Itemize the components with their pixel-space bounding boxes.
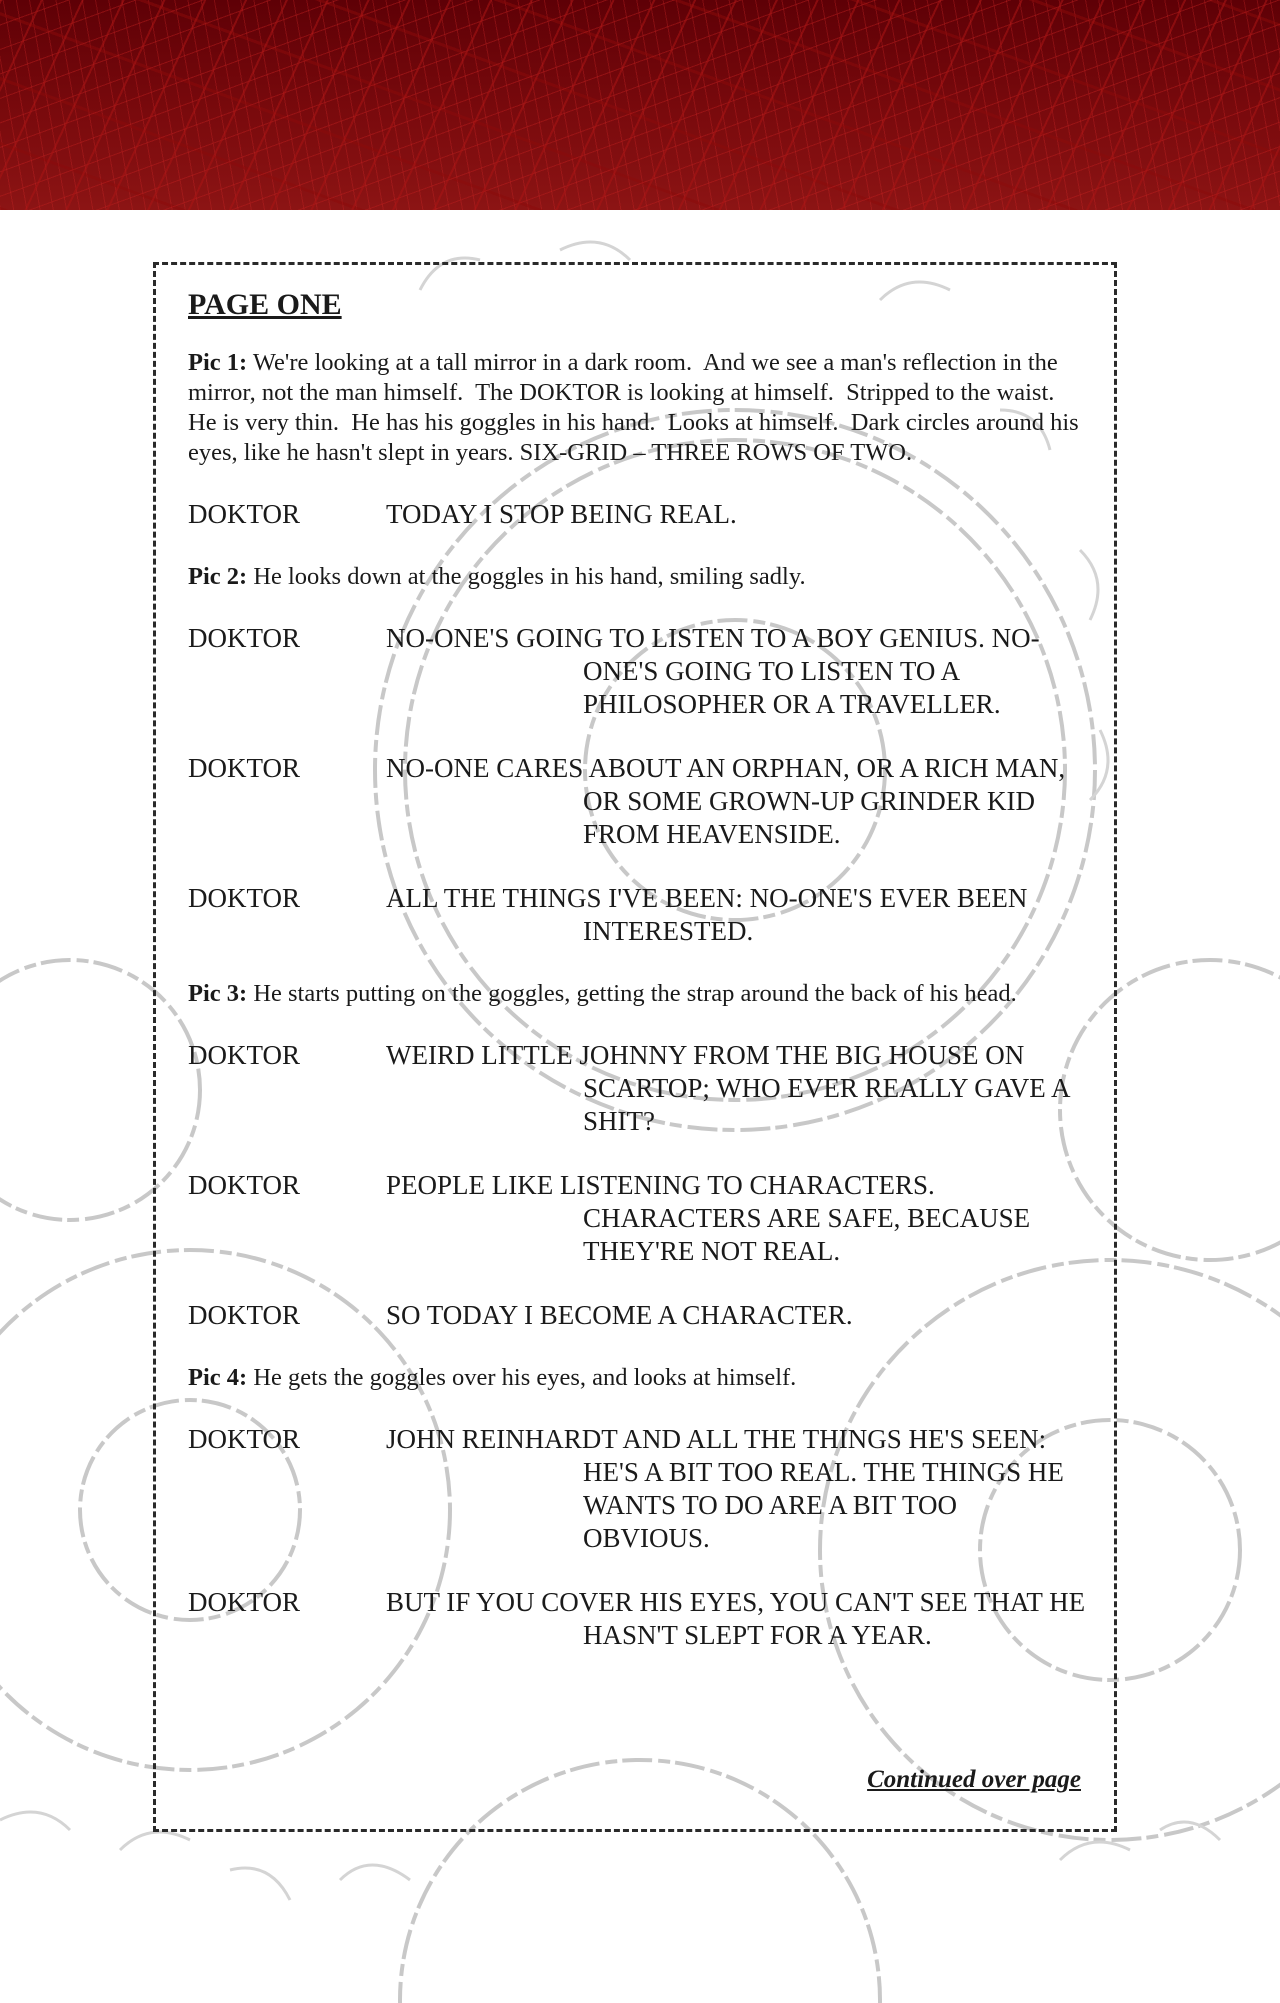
- dialogue-text: SO TODAY I BECOME A CHARACTER.: [386, 1300, 853, 1330]
- panel-label: Pic 2:: [188, 563, 248, 590]
- speaker-name: DOKTOR: [188, 1040, 301, 1070]
- dialogue-text: TODAY I STOP BEING REAL.: [386, 499, 737, 529]
- panel-description: [188, 979, 1088, 1009]
- panel-text: He gets the goggles over his eyes, and looks at himself.: [247, 1364, 797, 1391]
- panel-description: [188, 562, 1088, 592]
- speaker-name: DOKTOR: [188, 499, 301, 529]
- continued-note: Continued over page: [867, 1766, 1081, 1793]
- dialogue-line: [188, 1169, 1088, 1268]
- dialogue-line: [188, 1299, 1088, 1332]
- dialogue-text: NO-ONE'S GOING TO LISTEN TO A BOY GENIUS. NO-ONE'S GOING TO LISTEN TO A PHILOSOPHER OR A TRAVELLER.: [386, 623, 1040, 719]
- dialogue-text: BUT IF YOU COVER HIS EYES, YOU CAN'T SEE THAT HE HASN'T SLEPT FOR A YEAR.: [386, 1587, 1086, 1650]
- speaker-name: DOKTOR: [188, 623, 301, 653]
- dialogue-line: [188, 622, 1088, 721]
- dialogue-text: WEIRD LITTLE JOHNNY FROM THE BIG HOUSE ON SCARTOP; WHO EVER REALLY GAVE A SHIT?: [386, 1040, 1069, 1136]
- page-title: PAGE ONE: [188, 288, 342, 321]
- dialogue-text: NO-ONE CARES ABOUT AN ORPHAN, OR A RICH MAN, OR SOME GROWN-UP GRINDER KID FROM HEAVENSIDE.: [386, 753, 1066, 849]
- panel-text: We're looking at a tall mirror in a dark room. And we see a man's reflection in the mirror, not the man himself. The DOKTOR is looking at himself. Stripped to the waist. He is very thin. He has his goggles in his hand. Looks at himself. Dark circles around his eyes, like he hasn't slept in years. SIX-GRID – THREE ROWS OF TWO.: [188, 349, 1085, 466]
- dialogue-line: [188, 882, 1088, 948]
- panel-text: He looks down at the goggles in his hand, smiling sadly.: [247, 563, 806, 590]
- speaker-name: DOKTOR: [188, 1424, 301, 1454]
- dialogue-text: PEOPLE LIKE LISTENING TO CHARACTERS. CHARACTERS ARE SAFE, BECAUSE THEY'RE NOT REAL.: [386, 1170, 1031, 1266]
- speaker-name: DOKTOR: [188, 1300, 301, 1330]
- speaker-name: DOKTOR: [188, 883, 301, 913]
- dialogue-text: ALL THE THINGS I'VE BEEN: NO-ONE'S EVER BEEN INTERESTED.: [386, 883, 1028, 946]
- panel-label: Pic 1:: [188, 349, 248, 376]
- panel-description: [188, 1363, 1088, 1393]
- dialogue-line: [188, 1039, 1088, 1138]
- script-blocks: [188, 348, 1088, 1652]
- speaker-name: DOKTOR: [188, 753, 301, 783]
- dialogue-line: [188, 1586, 1088, 1652]
- dialogue-line: [188, 1423, 1088, 1555]
- speaker-name: DOKTOR: [188, 1170, 301, 1200]
- header-banner: [0, 0, 1280, 210]
- panel-label: Pic 3:: [188, 980, 248, 1007]
- dialogue-text: JOHN REINHARDT AND ALL THE THINGS HE'S SEEN: HE'S A BIT TOO REAL. THE THINGS HE WANTS TO DO ARE A BIT TOO OBVIOUS.: [386, 1424, 1064, 1553]
- speaker-name: DOKTOR: [188, 1587, 301, 1617]
- dialogue-line: [188, 498, 1088, 531]
- panel-text: He starts putting on the goggles, getting the strap around the back of his head.: [247, 980, 1017, 1007]
- panel-label: Pic 4:: [188, 1364, 248, 1391]
- dialogue-line: [188, 752, 1088, 851]
- script-content: [188, 288, 1088, 1683]
- panel-description: [188, 348, 1088, 468]
